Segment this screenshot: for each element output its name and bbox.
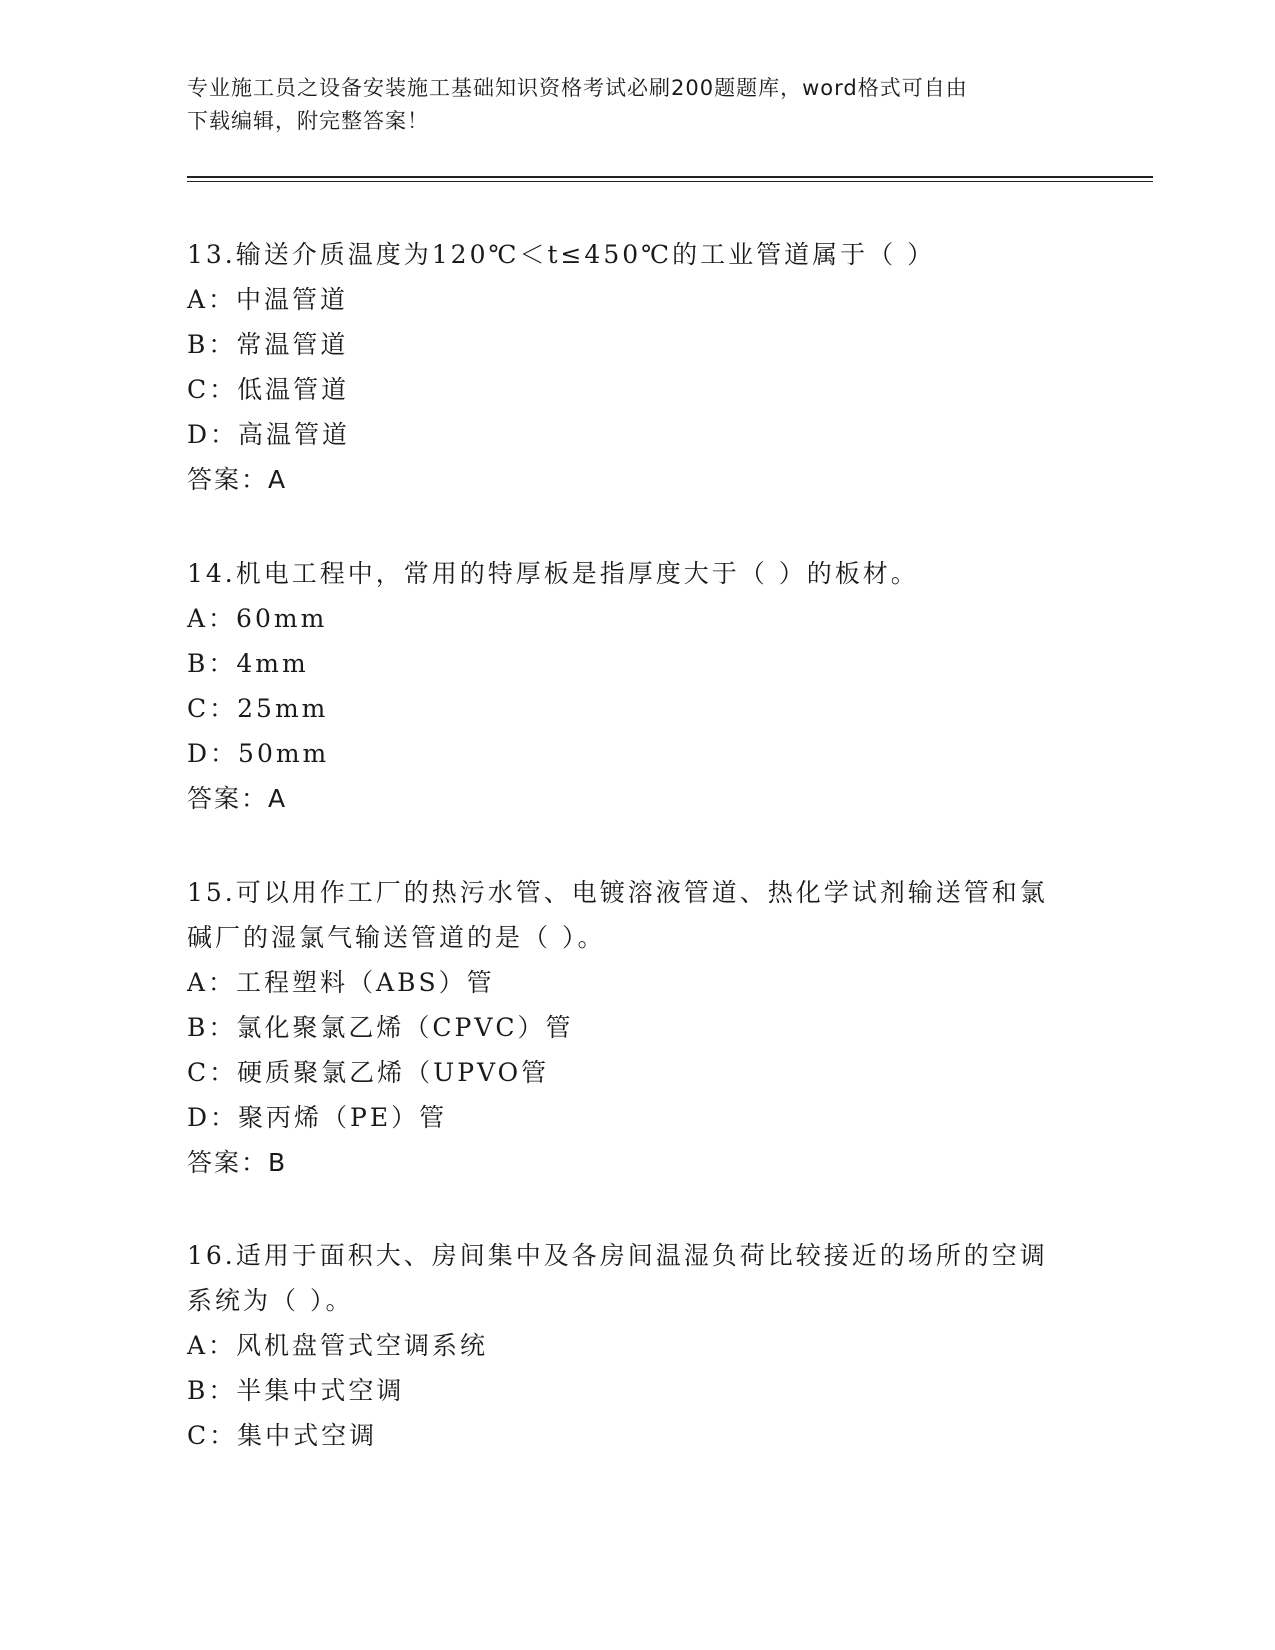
option-c: C：低温管道 [187, 375, 350, 404]
question-text-line-2: 碱厂的湿氯气输送管道的是（ ）。 [187, 923, 606, 952]
header-line-1: 专业施工员之设备安装施工基础知识资格考试必刷200题题库，word格式可自由 [187, 76, 968, 100]
option-a: A：工程塑料（ABS）管 [187, 968, 495, 997]
header-divider-thick [187, 176, 1153, 178]
option-b: B：氯化聚氯乙烯（CPVC）管 [187, 1013, 574, 1042]
question-14 [187, 551, 1087, 821]
option-a: A：60mm [187, 604, 328, 633]
option-b: B：4mm [187, 649, 309, 678]
question-text-line-1: 15.可以用作工厂的热污水管、电镀溶液管道、热化学试剂输送管和氯 [187, 878, 1048, 907]
question-text-line-2: 系统为（ ）。 [187, 1286, 354, 1315]
question-text: 14.机电工程中，常用的特厚板是指厚度大于（ ）的板材。 [187, 559, 919, 588]
question-15 [187, 870, 1087, 1185]
question-text-line-1: 16.适用于面积大、房间集中及各房间温湿负荷比较接近的场所的空调 [187, 1241, 1048, 1270]
option-b: B：半集中式空调 [187, 1376, 405, 1405]
option-b: B：常温管道 [187, 330, 349, 359]
answer-line: 答案：A [187, 784, 288, 813]
option-d: D：高温管道 [187, 420, 351, 449]
header-divider-thin [187, 181, 1153, 182]
answer-line: 答案：B [187, 1148, 288, 1177]
option-c: C：硬质聚氯乙烯（UPVO管 [187, 1058, 550, 1087]
option-c: C：25mm [187, 694, 329, 723]
option-a: A：风机盘管式空调系统 [187, 1331, 489, 1360]
header-line-2: 下载编辑，附完整答案！ [187, 109, 429, 133]
option-d: D：50mm [187, 739, 330, 768]
option-a: A：中温管道 [187, 285, 349, 314]
question-13 [187, 232, 1087, 502]
question-16 [187, 1233, 1087, 1458]
document-header [187, 72, 1087, 138]
question-text: 13.输送介质温度为120℃＜t≤450℃的工业管道属于（ ） [187, 240, 936, 269]
option-d: D：聚丙烯（PE）管 [187, 1103, 448, 1132]
option-c: C：集中式空调 [187, 1421, 378, 1450]
answer-line: 答案：A [187, 465, 288, 494]
